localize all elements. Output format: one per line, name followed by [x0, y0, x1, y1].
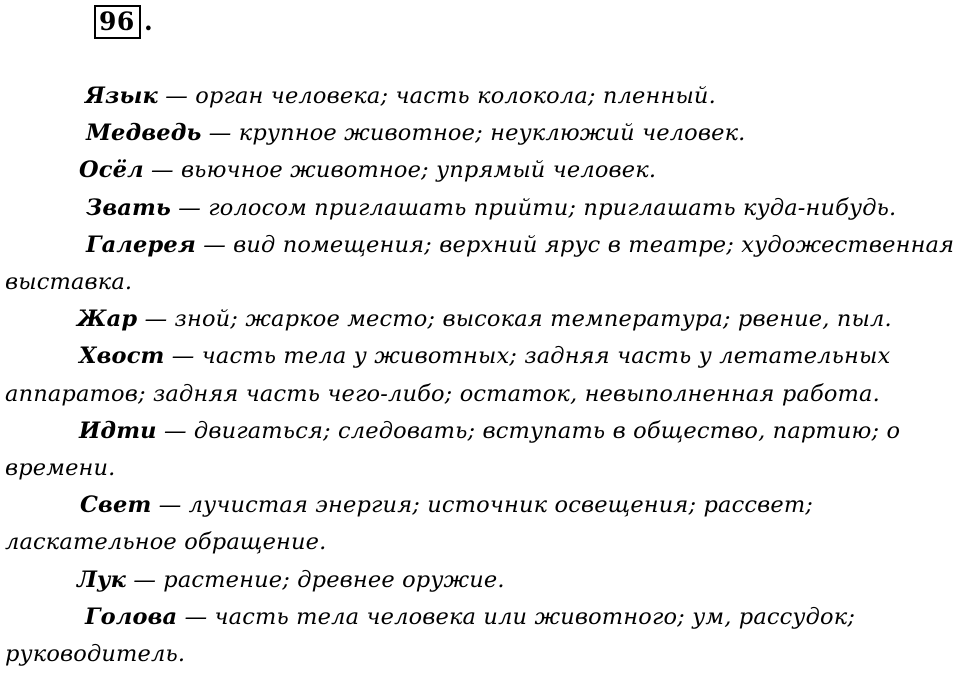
entry-definition: — часть тела человека или животного; ум, рассудок; — [177, 603, 856, 630]
entry-golova — [5, 599, 960, 636]
entry-svet — [5, 487, 960, 524]
entry-zvat — [5, 190, 960, 227]
entry-definition: — вид помещения; верхний ярус в театре; художественная — [195, 231, 955, 258]
entry-definition: — лучистая энергия; источник освещения; рассвет; — [151, 492, 814, 519]
entry-term: Медведь — [86, 120, 202, 147]
entry-term: Осёл — [79, 157, 144, 184]
entry-term: Звать — [86, 194, 171, 221]
entry-term: Галерея — [86, 231, 196, 258]
entry-osel — [5, 152, 960, 189]
entry-list — [5, 78, 960, 673]
entry-golova-continuation: руководитель. — [5, 641, 186, 668]
entry-term: Лук — [77, 566, 127, 593]
entry-definition: — зной; жаркое место; высокая температура; рвение, пыл. — [137, 306, 892, 333]
entry-definition: — двигаться; следовать; вступать в общество, партию; о — [156, 417, 901, 444]
entry-definition: — голосом приглашать прийти; приглашать куда-нибудь. — [170, 194, 897, 221]
entry-term: Свет — [80, 492, 152, 519]
entry-luk — [5, 562, 960, 599]
exercise-number-dot: . — [144, 7, 153, 36]
entry-idti-continuation: времени. — [5, 455, 116, 482]
entry-yazyk — [5, 78, 960, 115]
entry-galereya-continuation: выставка. — [5, 269, 133, 296]
entry-term: Идти — [79, 417, 157, 444]
entry-svet-continuation: ласкательное обращение. — [5, 529, 327, 556]
entry-definition: — часть тела у животных; задняя часть у летательных — [164, 343, 891, 370]
entry-idti — [5, 413, 960, 450]
entry-medved — [5, 115, 960, 152]
entry-term: Жар — [77, 306, 138, 333]
entry-term: Язык — [85, 83, 158, 109]
entry-khvost-continuation: аппаратов; задняя часть чего-либо; остаток, невыполненная работа. — [5, 380, 880, 407]
entry-term: Голова — [85, 603, 178, 630]
entry-definition: — вьючное животное; упрямый человек. — [143, 157, 657, 184]
entry-zhar — [5, 301, 960, 338]
entry-khvost — [5, 338, 960, 375]
entry-term: Хвост — [79, 343, 165, 370]
entry-definition: — растение; древнее оружие. — [126, 566, 505, 593]
entry-definition: — орган человека; часть колокола; пленный. — [157, 83, 716, 109]
exercise-number: 96 — [94, 5, 141, 39]
entry-definition: — крупное животное; неуклюжий человек. — [201, 120, 746, 147]
entry-galereya — [5, 227, 960, 264]
